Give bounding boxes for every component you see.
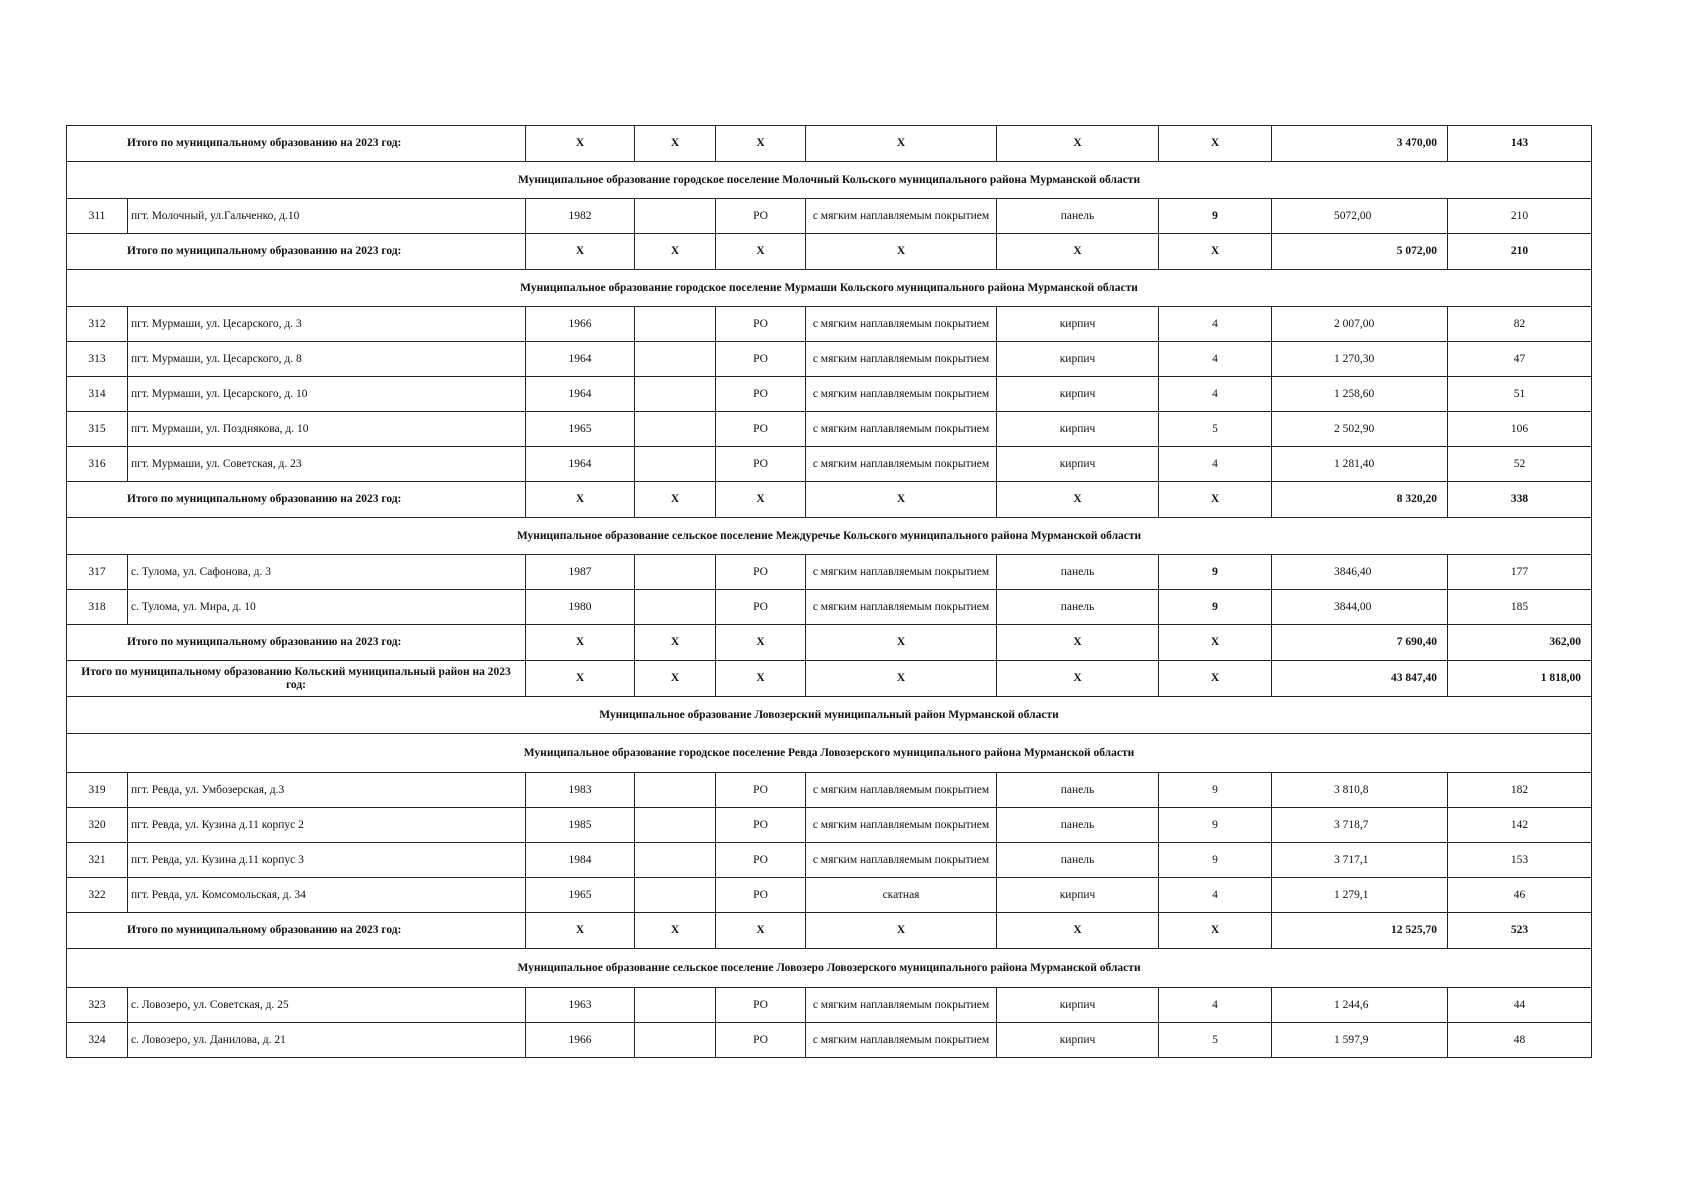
roof-cell: с мягким наплавляемым покрытием [806, 307, 997, 342]
empty-cell [635, 773, 716, 808]
empty-cell [635, 1023, 716, 1058]
area-cell: 1 258,60 [1272, 377, 1448, 412]
area-cell: 3 810,8 [1272, 773, 1448, 808]
x-mark: X [997, 625, 1159, 661]
total-area: 8 320,20 [1272, 482, 1448, 518]
x-mark: X [526, 913, 635, 949]
row-number: 316 [67, 447, 128, 482]
address-cell: пгт. Мурмаши, ул. Цесарского, д. 10 [128, 377, 526, 412]
empty-cell [635, 555, 716, 590]
x-mark: X [997, 913, 1159, 949]
walls-cell: кирпич [997, 988, 1159, 1023]
area-cell: 1 281,40 [1272, 447, 1448, 482]
row-number: 315 [67, 412, 128, 447]
type-cell: РО [716, 590, 806, 625]
empty-cell [635, 447, 716, 482]
row-number: 311 [67, 199, 128, 234]
table-body [67, 126, 1592, 1058]
address-cell: с. Тулома, ул. Сафонова, д. 3 [128, 555, 526, 590]
total-label: Итого по муниципальному образованию на 2023 год: [67, 126, 526, 162]
area-cell: 1 270,30 [1272, 342, 1448, 377]
x-mark: X [635, 482, 716, 518]
address-cell: пгт. Мурмаши, ул. Цесарского, д. 8 [128, 342, 526, 377]
x-mark: X [716, 126, 806, 162]
walls-cell: кирпич [997, 342, 1159, 377]
floors-cell: 9 [1159, 773, 1272, 808]
roof-cell: с мягким наплавляемым покрытием [806, 988, 997, 1023]
x-mark: X [526, 625, 635, 661]
year-cell: 1965 [526, 412, 635, 447]
roof-cell: с мягким наплавляемым покрытием [806, 412, 997, 447]
housing-program-table [66, 125, 1592, 1058]
row-number: 318 [67, 590, 128, 625]
area-cell: 1 597,9 [1272, 1023, 1448, 1058]
type-cell: РО [716, 843, 806, 878]
table-row [67, 1023, 1592, 1058]
x-mark: X [997, 234, 1159, 270]
total-area: 43 847,40 [1272, 661, 1448, 697]
x-mark: X [635, 126, 716, 162]
total-people: 523 [1448, 913, 1592, 949]
row-number: 313 [67, 342, 128, 377]
section-heading: Муниципальное образование сельское поселение Междуречье Кольского муниципального района Мурманской области [67, 518, 1592, 555]
year-cell: 1964 [526, 377, 635, 412]
section-heading-row [67, 162, 1592, 199]
floors-cell: 9 [1159, 590, 1272, 625]
year-cell: 1963 [526, 988, 635, 1023]
section-heading: Муниципальное образование городское поселение Мурмаши Кольского муниципального района Мурманской области [67, 270, 1592, 307]
walls-cell: панель [997, 555, 1159, 590]
table-row [67, 808, 1592, 843]
people-cell: 182 [1448, 773, 1592, 808]
roof-cell: скатная [806, 878, 997, 913]
address-cell: пгт. Мурмаши, ул. Советская, д. 23 [128, 447, 526, 482]
area-cell: 2 007,00 [1272, 307, 1448, 342]
walls-cell: панель [997, 773, 1159, 808]
empty-cell [635, 307, 716, 342]
x-mark: X [635, 625, 716, 661]
type-cell: РО [716, 1023, 806, 1058]
x-mark: X [635, 661, 716, 697]
x-mark: X [997, 482, 1159, 518]
x-mark: X [997, 126, 1159, 162]
floors-cell: 9 [1159, 199, 1272, 234]
address-cell: пгт. Ревда, ул. Умбозерская, д.3 [128, 773, 526, 808]
x-mark: X [1159, 661, 1272, 697]
walls-cell: кирпич [997, 377, 1159, 412]
year-cell: 1966 [526, 1023, 635, 1058]
table-row [67, 412, 1592, 447]
people-cell: 177 [1448, 555, 1592, 590]
total-label: Итого по муниципальному образованию на 2023 год: [67, 482, 526, 518]
x-mark: X [1159, 126, 1272, 162]
x-mark: X [1159, 234, 1272, 270]
people-cell: 51 [1448, 377, 1592, 412]
empty-cell [635, 843, 716, 878]
total-row [67, 126, 1592, 162]
floors-cell: 9 [1159, 555, 1272, 590]
row-number: 320 [67, 808, 128, 843]
type-cell: РО [716, 555, 806, 590]
total-label: Итого по муниципальному образованию на 2023 год: [67, 625, 526, 661]
row-number: 323 [67, 988, 128, 1023]
x-mark: X [806, 625, 997, 661]
address-cell: с. Ловозеро, ул. Данилова, д. 21 [128, 1023, 526, 1058]
type-cell: РО [716, 307, 806, 342]
total-people: 338 [1448, 482, 1592, 518]
people-cell: 142 [1448, 808, 1592, 843]
x-mark: X [526, 482, 635, 518]
type-cell: РО [716, 878, 806, 913]
table-row [67, 878, 1592, 913]
area-cell: 1 244,6 [1272, 988, 1448, 1023]
total-people: 210 [1448, 234, 1592, 270]
address-cell: пгт. Мурмаши, ул. Цесарского, д. 3 [128, 307, 526, 342]
floors-cell: 4 [1159, 342, 1272, 377]
x-mark: X [806, 482, 997, 518]
people-cell: 52 [1448, 447, 1592, 482]
x-mark: X [635, 234, 716, 270]
total-row [67, 913, 1592, 949]
x-mark: X [716, 661, 806, 697]
x-mark: X [716, 913, 806, 949]
total-label: Итого по муниципальному образованию Кольский муниципальный район на 2023 год: [67, 661, 526, 697]
section-heading-row [67, 518, 1592, 555]
type-cell: РО [716, 412, 806, 447]
roof-cell: с мягким наплавляемым покрытием [806, 773, 997, 808]
row-number: 322 [67, 878, 128, 913]
section-heading: Муниципальное образование городское поселение Ревда Ловозерского муниципального района Мурманской области [67, 734, 1592, 773]
x-mark: X [806, 234, 997, 270]
x-mark: X [526, 126, 635, 162]
section-heading: Муниципальное образование сельское поселение Ловозеро Ловозерского муниципального района Мурманской области [67, 949, 1592, 988]
x-mark: X [806, 661, 997, 697]
table-row [67, 342, 1592, 377]
table-row [67, 307, 1592, 342]
walls-cell: панель [997, 199, 1159, 234]
section-heading-row [67, 270, 1592, 307]
x-mark: X [635, 913, 716, 949]
walls-cell: панель [997, 843, 1159, 878]
roof-cell: с мягким наплавляемым покрытием [806, 342, 997, 377]
area-cell: 5072,00 [1272, 199, 1448, 234]
roof-cell: с мягким наплавляемым покрытием [806, 590, 997, 625]
x-mark: X [526, 234, 635, 270]
address-cell: с. Тулома, ул. Мира, д. 10 [128, 590, 526, 625]
x-mark: X [716, 625, 806, 661]
type-cell: РО [716, 342, 806, 377]
type-cell: РО [716, 773, 806, 808]
x-mark: X [806, 913, 997, 949]
empty-cell [635, 878, 716, 913]
people-cell: 185 [1448, 590, 1592, 625]
year-cell: 1965 [526, 878, 635, 913]
area-cell: 3 717,1 [1272, 843, 1448, 878]
total-people: 143 [1448, 126, 1592, 162]
total-row [67, 482, 1592, 518]
x-mark: X [716, 234, 806, 270]
address-cell: пгт. Ревда, ул. Кузина д.11 корпус 3 [128, 843, 526, 878]
row-number: 321 [67, 843, 128, 878]
area-cell: 3846,40 [1272, 555, 1448, 590]
people-cell: 106 [1448, 412, 1592, 447]
year-cell: 1987 [526, 555, 635, 590]
table-row [67, 773, 1592, 808]
total-row [67, 661, 1592, 697]
roof-cell: с мягким наплавляемым покрытием [806, 199, 997, 234]
walls-cell: кирпич [997, 1023, 1159, 1058]
walls-cell: кирпич [997, 412, 1159, 447]
year-cell: 1966 [526, 307, 635, 342]
address-cell: пгт. Мурмаши, ул. Позднякова, д. 10 [128, 412, 526, 447]
year-cell: 1984 [526, 843, 635, 878]
year-cell: 1964 [526, 447, 635, 482]
type-cell: РО [716, 199, 806, 234]
walls-cell: кирпич [997, 307, 1159, 342]
floors-cell: 4 [1159, 307, 1272, 342]
empty-cell [635, 808, 716, 843]
row-number: 317 [67, 555, 128, 590]
year-cell: 1983 [526, 773, 635, 808]
type-cell: РО [716, 808, 806, 843]
roof-cell: с мягким наплавляемым покрытием [806, 555, 997, 590]
people-cell: 153 [1448, 843, 1592, 878]
floors-cell: 5 [1159, 1023, 1272, 1058]
table-row [67, 843, 1592, 878]
type-cell: РО [716, 377, 806, 412]
area-cell: 1 279,1 [1272, 878, 1448, 913]
empty-cell [635, 342, 716, 377]
walls-cell: кирпич [997, 878, 1159, 913]
roof-cell: с мягким наплавляемым покрытием [806, 843, 997, 878]
people-cell: 82 [1448, 307, 1592, 342]
section-heading: Муниципальное образование городское поселение Молочный Кольского муниципального района Мурманской области [67, 162, 1592, 199]
x-mark: X [1159, 913, 1272, 949]
year-cell: 1980 [526, 590, 635, 625]
empty-cell [635, 412, 716, 447]
empty-cell [635, 199, 716, 234]
row-number: 312 [67, 307, 128, 342]
row-number: 324 [67, 1023, 128, 1058]
table-row [67, 199, 1592, 234]
floors-cell: 9 [1159, 843, 1272, 878]
total-area: 7 690,40 [1272, 625, 1448, 661]
total-people: 362,00 [1448, 625, 1592, 661]
address-cell: с. Ловозеро, ул. Советская, д. 25 [128, 988, 526, 1023]
empty-cell [635, 988, 716, 1023]
x-mark: X [997, 661, 1159, 697]
type-cell: РО [716, 447, 806, 482]
section-heading-row [67, 697, 1592, 734]
table-row [67, 590, 1592, 625]
roof-cell: с мягким наплавляемым покрытием [806, 447, 997, 482]
people-cell: 46 [1448, 878, 1592, 913]
section-heading: Муниципальное образование Ловозерский муниципальный район Мурманской области [67, 697, 1592, 734]
section-heading-row [67, 734, 1592, 773]
total-label: Итого по муниципальному образованию на 2023 год: [67, 234, 526, 270]
year-cell: 1985 [526, 808, 635, 843]
people-cell: 44 [1448, 988, 1592, 1023]
people-cell: 210 [1448, 199, 1592, 234]
empty-cell [635, 590, 716, 625]
people-cell: 48 [1448, 1023, 1592, 1058]
floors-cell: 4 [1159, 377, 1272, 412]
year-cell: 1964 [526, 342, 635, 377]
address-cell: пгт. Молочный, ул.Гальченко, д.10 [128, 199, 526, 234]
people-cell: 47 [1448, 342, 1592, 377]
address-cell: пгт. Ревда, ул. Кузина д.11 корпус 2 [128, 808, 526, 843]
total-label: Итого по муниципальному образованию на 2023 год: [67, 913, 526, 949]
x-mark: X [1159, 625, 1272, 661]
row-number: 319 [67, 773, 128, 808]
floors-cell: 5 [1159, 412, 1272, 447]
table-row [67, 377, 1592, 412]
total-row [67, 625, 1592, 661]
total-area: 3 470,00 [1272, 126, 1448, 162]
table-row [67, 555, 1592, 590]
total-area: 12 525,70 [1272, 913, 1448, 949]
total-people: 1 818,00 [1448, 661, 1592, 697]
table-row [67, 447, 1592, 482]
area-cell: 3844,00 [1272, 590, 1448, 625]
year-cell: 1982 [526, 199, 635, 234]
floors-cell: 4 [1159, 447, 1272, 482]
row-number: 314 [67, 377, 128, 412]
roof-cell: с мягким наплавляемым покрытием [806, 1023, 997, 1058]
section-heading-row [67, 949, 1592, 988]
walls-cell: панель [997, 590, 1159, 625]
area-cell: 3 718,7 [1272, 808, 1448, 843]
x-mark: X [806, 126, 997, 162]
x-mark: X [526, 661, 635, 697]
floors-cell: 4 [1159, 988, 1272, 1023]
x-mark: X [1159, 482, 1272, 518]
walls-cell: панель [997, 808, 1159, 843]
total-row [67, 234, 1592, 270]
floors-cell: 4 [1159, 878, 1272, 913]
table-row [67, 988, 1592, 1023]
address-cell: пгт. Ревда, ул. Комсомольская, д. 34 [128, 878, 526, 913]
roof-cell: с мягким наплавляемым покрытием [806, 377, 997, 412]
area-cell: 2 502,90 [1272, 412, 1448, 447]
empty-cell [635, 377, 716, 412]
walls-cell: кирпич [997, 447, 1159, 482]
total-area: 5 072,00 [1272, 234, 1448, 270]
type-cell: РО [716, 988, 806, 1023]
roof-cell: с мягким наплавляемым покрытием [806, 808, 997, 843]
floors-cell: 9 [1159, 808, 1272, 843]
x-mark: X [716, 482, 806, 518]
